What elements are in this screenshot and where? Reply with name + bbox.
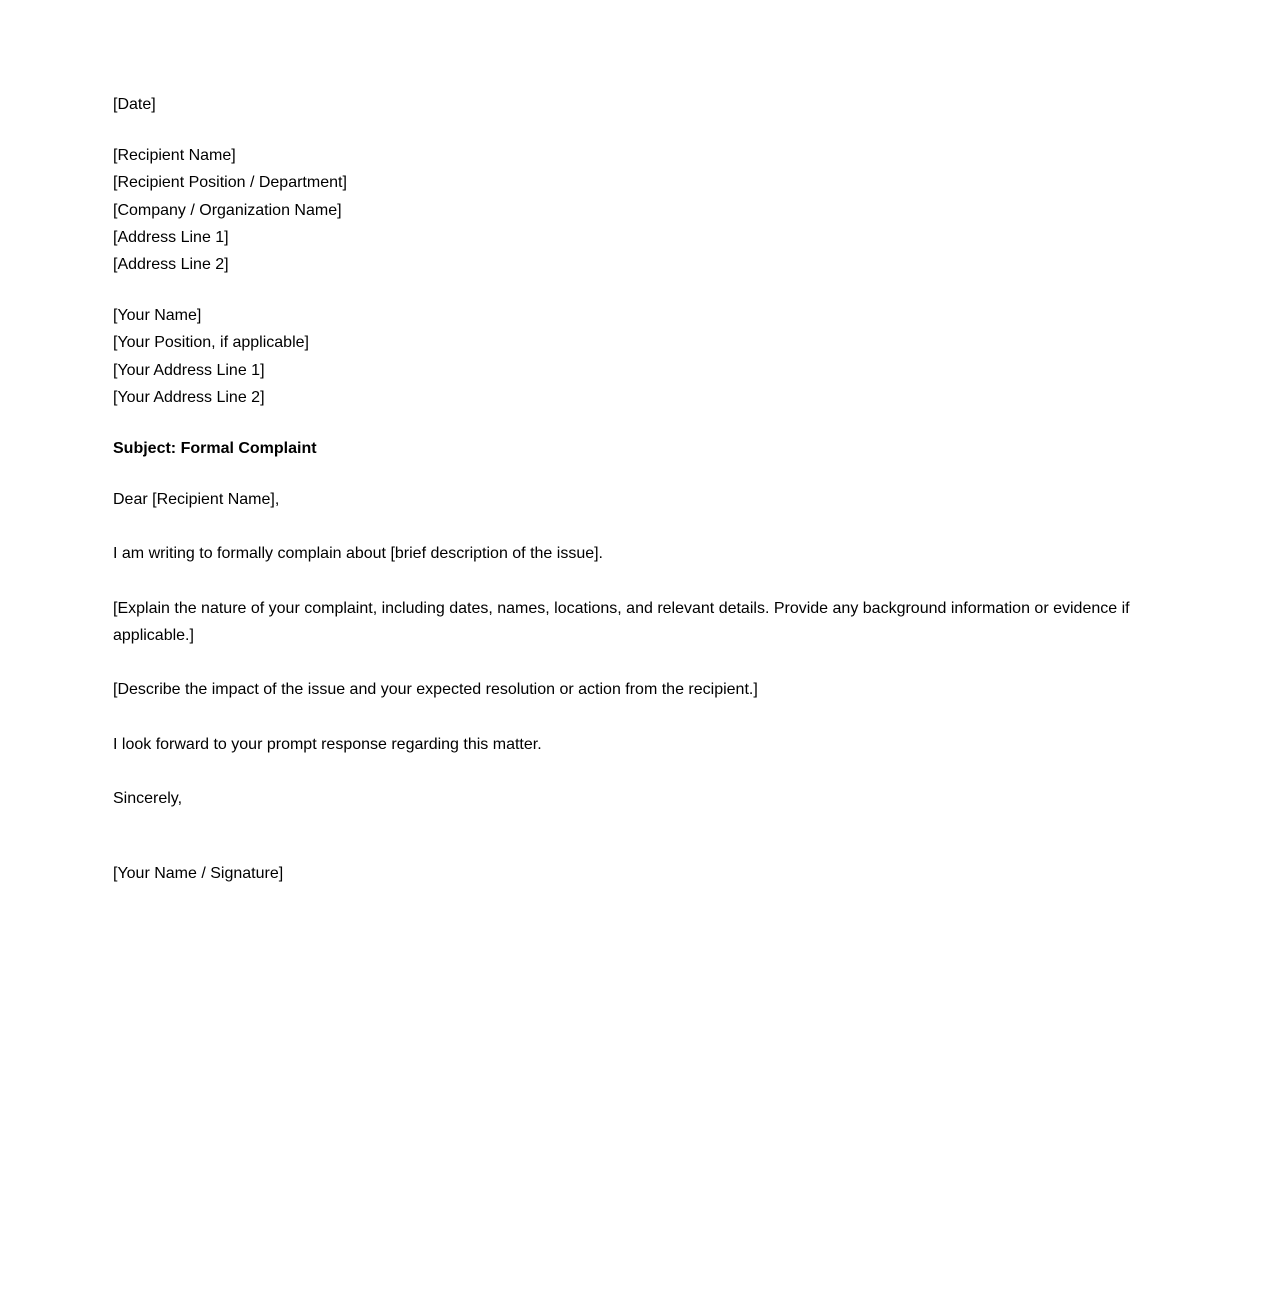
- recipient-address-2: [Address Line 2]: [113, 256, 229, 274]
- recipient-company: [Company / Organization Name]: [113, 201, 342, 219]
- signature: [Your Name / Signature]: [113, 865, 284, 882]
- closing: Sincerely,: [113, 790, 183, 807]
- sender-address-2: [Your Address Line 2]: [113, 388, 265, 406]
- sender-address-1: [Your Address Line 1]: [113, 361, 265, 379]
- recipient-address-1: [Address Line 1]: [113, 228, 229, 246]
- recipient-block: [113, 142, 1153, 278]
- subject-line: Subject: Formal Complaint: [113, 440, 317, 457]
- paragraph-intro: I am writing to formally complain about [brief description of the issue].: [113, 545, 603, 562]
- sender-position: [Your Position, if applicable]: [113, 334, 309, 352]
- recipient-position: [Recipient Position / Department]: [113, 174, 347, 192]
- paragraph-impact: [Describe the impact of the issue and your expected resolution or action from the recipient.]: [113, 681, 758, 698]
- date: [Date]: [113, 96, 156, 113]
- salutation: Dear [Recipient Name],: [113, 491, 280, 508]
- sender-name: [Your Name]: [113, 307, 202, 324]
- paragraph-closing: I look forward to your prompt response regarding this matter.: [113, 736, 542, 753]
- sender-block: [113, 302, 1153, 411]
- recipient-name: [Recipient Name]: [113, 147, 236, 164]
- paragraph-details: [Explain the nature of your complaint, including dates, names, locations, and relevant details. Provide any background information or evidence if applicable.]: [113, 600, 1130, 645]
